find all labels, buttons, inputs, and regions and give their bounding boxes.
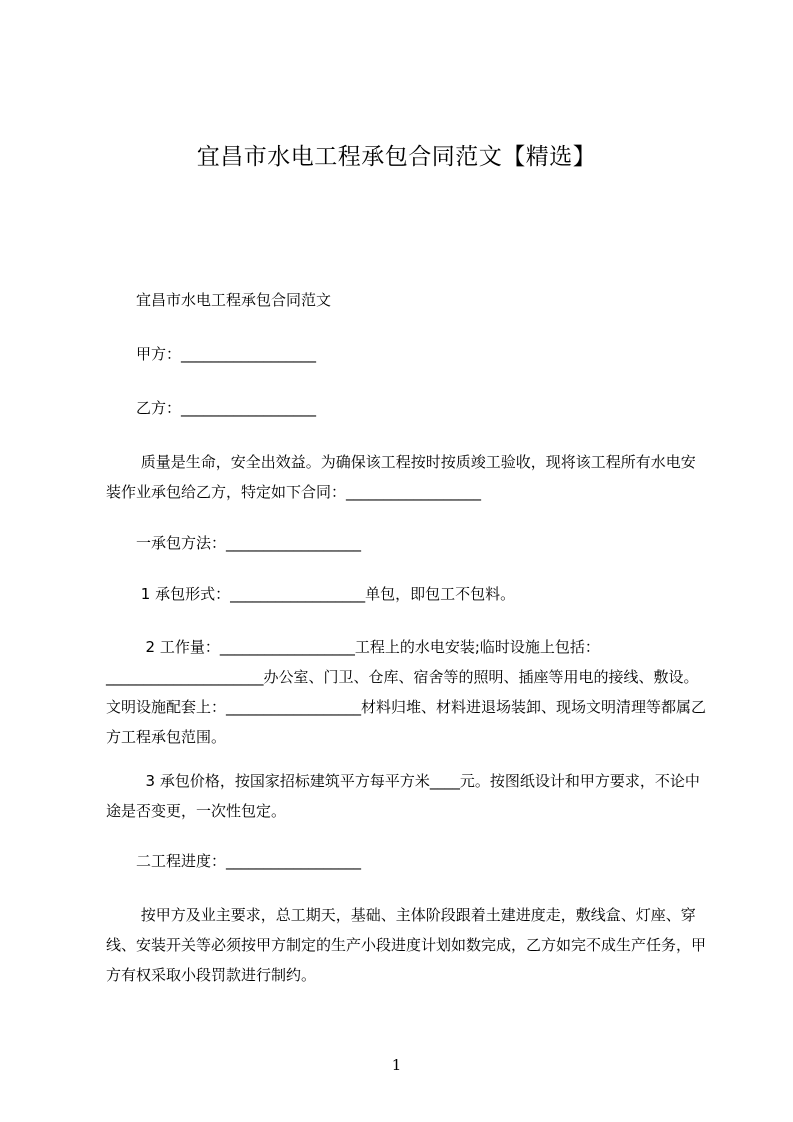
paragraph-workload: 2 工作量：__________________工程上的水电安装;临时设施上包括：_____________________办公室、门卫、仓库、宿舍等的照明、插座等用电的接线、敷设。文明设施配套上：__________________材料归堆、材料进退场装卸、现场文明清理等都属乙方工程承包范围。 <box>106 638 707 746</box>
paragraph-party-b: 乙方：__________________ <box>106 399 317 417</box>
paragraph-contract-price: 3 承包价格，按国家招标建筑平方每平方米____元。按图纸设计和甲方要求，不论中途是否变更，一次性包定。 <box>106 772 700 820</box>
paragraph-section-2-heading: 二工程进度：__________________ <box>106 852 362 870</box>
paragraph-schedule: 按甲方及业主要求，总工期天，基础、主体阶段跟着土建进度走，敷线盒、灯座、穿线、安装开关等必须按甲方制定的生产小段进度计划如数完成，乙方如完不成生产任务，甲方有权采取小段罚款进行制约。 <box>106 906 707 984</box>
paragraph-subtitle: 宜昌市水电工程承包合同范文 <box>106 291 332 309</box>
document-title: 宜昌市水电工程承包合同范文【精选】 <box>196 144 597 170</box>
page-number: 1 <box>391 1056 402 1074</box>
paragraph-contract-form: 1 承包形式：__________________单包，即包工不包料。 <box>106 585 516 603</box>
paragraph-section-1-heading: 一承包方法：__________________ <box>106 534 362 552</box>
paragraph-preamble: 质量是生命，安全出效益。为确保该工程按时按质竣工验收，现将该工程所有水电安装作业承包给乙方，特定如下合同：__________________ <box>106 453 696 501</box>
paragraph-party-a: 甲方：__________________ <box>106 345 317 363</box>
